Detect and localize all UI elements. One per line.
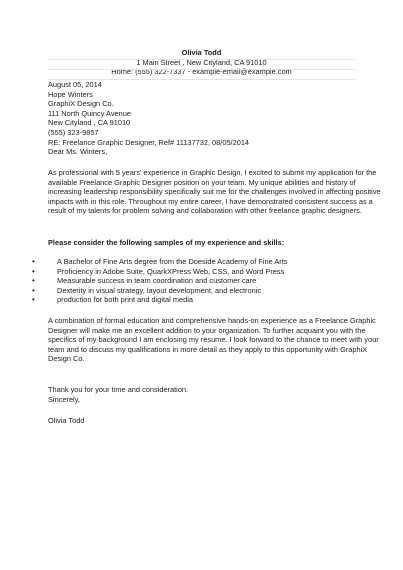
intro-paragraph [48, 168, 381, 216]
skills-heading: Please consider the following samples of my experience and skills: [48, 238, 285, 247]
recipient-block [48, 80, 358, 157]
recipient-company: GraphiX Design Co. [48, 99, 114, 109]
list-item [32, 257, 362, 267]
header-divider-1 [48, 59, 355, 60]
skill-text: production for both print and digital media [57, 295, 193, 305]
signoff: Sincerely, [48, 395, 80, 404]
bullet-icon: • [32, 285, 35, 295]
paragraph-line: available Freelance Graphic Designer position on your team. My unique abilities and history of [48, 177, 356, 187]
thanks-line: Thank you for your time and consideration. [48, 385, 189, 394]
paragraph-line: Designer will make me an excellent addition to your organization. To further acquaint you with the [48, 325, 366, 335]
bullet-icon: • [32, 257, 35, 266]
paragraph-line: team and to discuss my qualifications in more detail as they apply to this opportunity with GraphiX [48, 344, 368, 354]
recipient-city: New Cityland , CA 91010 [48, 118, 131, 128]
list-item [32, 295, 362, 305]
recipient-phone: (555) 323-9857 [48, 127, 99, 137]
skills-list [32, 257, 362, 305]
bullet-icon: • [32, 266, 35, 276]
sender-name: Olivia Todd [181, 48, 222, 57]
list-item [32, 276, 362, 286]
bullet-icon: • [32, 276, 35, 286]
signature-name: Olivia Todd [48, 416, 85, 425]
sender-address: 1 Main Street , New Cityland, CA 91010 [136, 57, 267, 67]
recipient-name: Hope Winters [48, 89, 93, 99]
list-item [32, 286, 362, 296]
paragraph-line: Design Co. [48, 354, 85, 364]
reference-line: RE: Freelance Graphic Designer, Ref# 11137732, 08/05/2014 [48, 137, 250, 147]
salutation: Dear Ms. Winters, [48, 147, 108, 157]
paragraph-line: impacts with in this role. Throughout my entire career, I have demonstrated consistent success as a [48, 196, 373, 206]
skill-text: Proficiency in Adobe Suite, QuarkXPress Web, CSS, and Word Press [57, 266, 285, 276]
paragraph-line: A combination of formal education and comprehensive hands-on experience as a Freelance Graphic [48, 316, 376, 325]
paragraph-line: increasing leadership responsibility specifically suit me for the challenges involved in affecting positive [48, 187, 381, 197]
closing-paragraph [48, 316, 379, 364]
bullet-icon: • [32, 295, 35, 305]
skill-text: Dexterity in visual strategy, layout development, and electronic [57, 285, 262, 295]
skill-text: Measurable success in team coordination and customer care [57, 276, 257, 286]
letter-date: August 05, 2014 [48, 80, 102, 89]
letter-header [48, 48, 355, 77]
skill-text: A Bachelor of Fine Arts degree from the Doeside Academy of Fine Arts [57, 257, 288, 266]
list-item [32, 267, 362, 277]
paragraph-line: specifics of my background I am enclosing my resume. I look forward to the chance to meet with your [48, 335, 379, 345]
paragraph-line: result of my talents for problem solving and collaboration with other freelance graphic designers. [48, 206, 362, 216]
sender-contact: Home: (555) 322-7337 - example-email@example.com [111, 67, 292, 77]
header-divider-2 [48, 69, 355, 70]
recipient-street: 111 North Quincy Avenue [48, 108, 131, 118]
paragraph-line: As professional with 5 years' experience in Graphic Design, I excited to submit my application for the [48, 168, 377, 177]
